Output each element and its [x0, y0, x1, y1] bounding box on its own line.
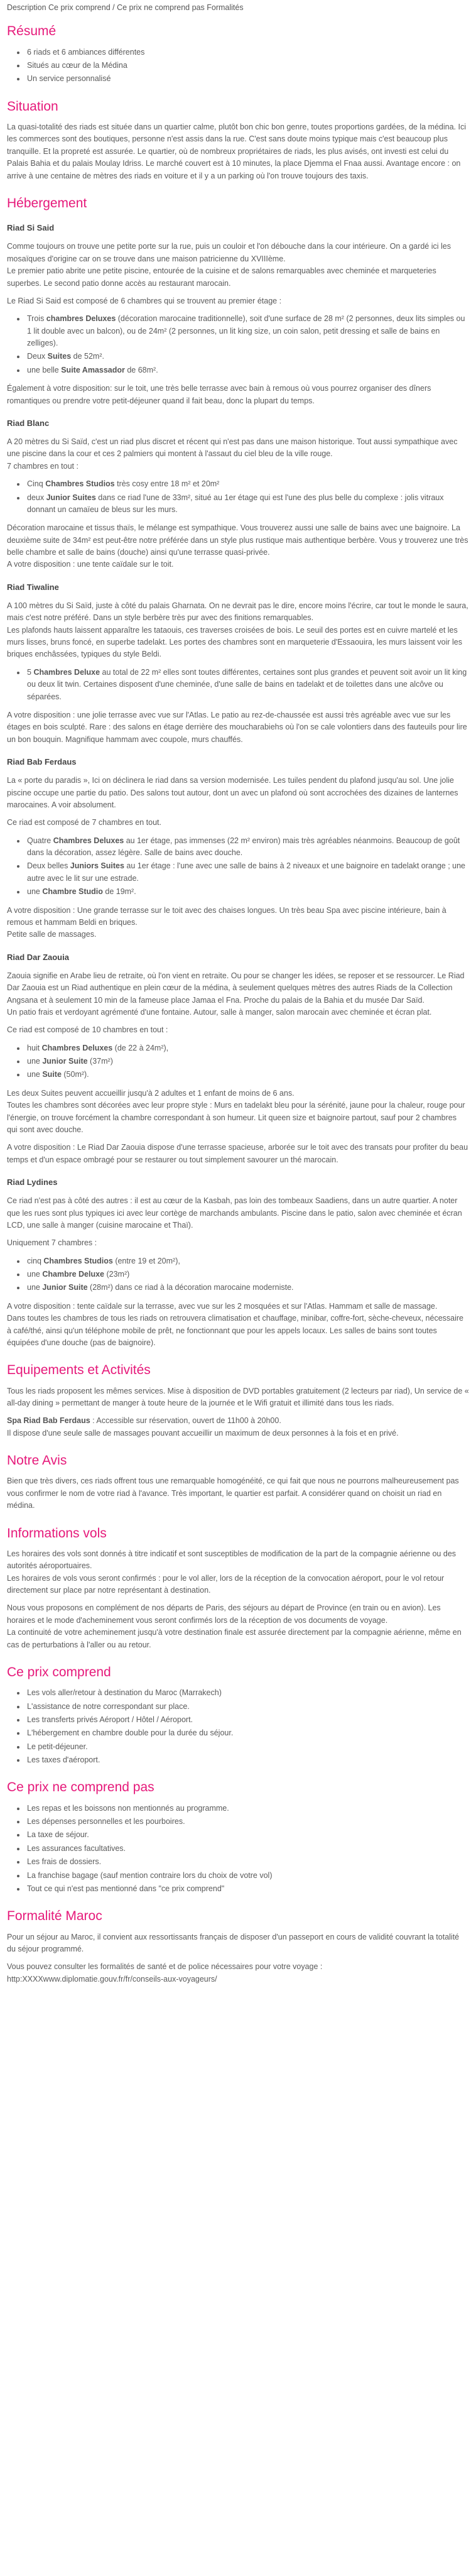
list-item: • La franchise bagage (sauf mention contraire lors du choix de votre vol): [26, 1870, 469, 1882]
list-item: • une Suite (50m²).: [26, 1069, 469, 1081]
list-item: • 5 Chambres Deluxe au total de 22 m² elles sont toutes différentes, certaines sont plus grandes et peuvent soit avoir un lit king ou deux lit twin. Certaines disposent d'une cheminée, d'une salle de bains en tadelakt et de toilettes dans une alcôve ou séparées.: [26, 667, 469, 703]
informations-title: Informations vols: [7, 1525, 107, 1541]
tab-separator: /: [110, 3, 117, 12]
list-item: • Tout ce qui n'est pas mentionné dans "ce prix comprend": [26, 1883, 469, 1895]
paragraph: Tous les riads proposent les mêmes services. Mise à disposition de DVD portables gratuitement (2 lecteurs par riad), Un service de « all-day dining » permettant de manger à toute heure de la journée et le Wifi gratuit et illimité dans tous les riads.: [7, 1386, 469, 1408]
list-item: • Les assurances facultatives.: [26, 1843, 469, 1855]
list-item: • huit Chambres Deluxes (de 22 à 24m²),: [26, 1042, 469, 1054]
list-item: • Les transferts privés Aéroport / Hôtel / Aéroport.: [26, 1714, 469, 1726]
list-item: • L'hébergement en chambre double pour la durée du séjour.: [26, 1727, 469, 1739]
list-item: • Le petit-déjeuner.: [26, 1741, 469, 1753]
paragraph: A votre disposition : tente caïdale sur la terrasse, avec vue sur les 2 mosquées et sur l'Atlas. Hammam et salle de massage. Dans toutes les chambres de tous les riads on retrouvera climatisation et chauffage, minibar, coffre-fort, sèche-cheveux, nécessaire à café/thé, ainsi qu'un téléphone mobile de prêt, ne fonctionnant que pour les appels locaux. Les salles de bains sont toutes équipées d'une douche (pas de baignoire).: [7, 1301, 463, 1347]
hebergement-title: Hébergement: [7, 195, 87, 210]
paragraph: Uniquement 7 chambres :: [7, 1238, 97, 1248]
list-item: • deux Junior Suites dans ce riad l'une de 33m², situé au 1er étage qui est l'une des plus belle du complexe : jolis vitraux donnant un camaïeu de bleus sur les murs.: [26, 492, 469, 516]
paragraph: Zaouia signifie en Arabe lieu de retraite, où l'on vient en retraite. Ou pour se changer les idées, se reposer et se ressourcer. Le Riad Dar Zaouia est un Riad authentique en plein cœur de la médina, à seulement quelques mètres des autres Riads de la Collection Angsana et à seulement 10 min de la fameuse place Jamaa el Fna. Proche du palais de la Bahia et du musée Dar Saïd. Un patio frais et verdoyant agrémenté d'une fontaine. Autour, salle à manger, salon marocain avec cheminée et écran plat.: [7, 971, 465, 1017]
list-item: • La taxe de séjour.: [26, 1829, 469, 1841]
formalite-title: Formalité Maroc: [7, 1909, 102, 1924]
list-item: • L'assistance de notre correspondant sur place.: [26, 1701, 469, 1713]
notre-avis-title: Notre Avis: [7, 1453, 67, 1468]
room-list: [7, 478, 469, 516]
list-item: • une Junior Suite (28m²) dans ce riad à la décoration marocaine moderniste.: [26, 1282, 469, 1294]
paragraph: Ce riad est composé de 7 chambres en tout.: [7, 818, 161, 827]
paragraph: Comme toujours on trouve une petite porte sur la rue, puis un couloir et l'on débouche dans la cour intérieure. On a gardé ici les mosaïques d'origine car on se trouve dans une maison patricienne du XVIIIème. Le premier patio abrite une petite piscine, entourée de la cuisine et de salons remarquables avec cheminée et marqueteries superbes. Le second patio donne accès au restaurant marocain.: [7, 242, 451, 288]
equipements-section: [7, 1362, 469, 1439]
exclus-list: [7, 1803, 469, 1896]
paragraph: Également à votre disposition: sur le toit, une très belle terrasse avec bain à remous où vous pourrez organiser des dîners romantiques ou prendre votre petit-déjeuner quand il fait beau, donc la plupart du temps.: [7, 384, 431, 405]
notre-avis-section: [7, 1452, 469, 1512]
diplomatie-link[interactable]: http:XXXXwww.diplomatie.gouv.fr/fr/conseils-aux-voyageurs/: [7, 1974, 217, 1984]
tab-inclus[interactable]: Ce prix comprend: [48, 3, 111, 12]
list-item: • Cinq Chambres Studios très cosy entre 18 m² et 20m²: [26, 478, 469, 490]
paragraph: Ce riad est composé de 10 chambres en tout :: [7, 1025, 168, 1035]
paragraph: A votre disposition : Le Riad Dar Zaouia dispose d'une terrasse spacieuse, arborée sur le toit avec des transats pour profiter du beau temps et d'un espace ombragé pour se restaurer ou tout simplement savourer un thé marocain.: [7, 1143, 468, 1164]
paragraph: A 20 mètres du Si Saïd, c'est un riad plus discret et récent qui n'est pas dans une maison historique. Tout aussi sympathique avec une piscine dans la cour et ces 2 palmiers qui montent à l'assaut du ciel bleu de la ville rouge. 7 chambres en tout :: [7, 437, 458, 471]
formalite-section: [7, 1907, 469, 1985]
list-item: • Un service personnalisé: [26, 73, 469, 85]
list-item: • une Chambre Deluxe (23m²): [26, 1269, 469, 1280]
list-item: • cinq Chambres Studios (entre 19 et 20m²),: [26, 1255, 469, 1267]
informations-section: [7, 1525, 469, 1651]
riad-lydines-title: Riad Lydines: [7, 1177, 58, 1187]
ne-comprend-pas-section: [7, 1779, 469, 1895]
room-list: [7, 835, 469, 898]
list-item: • Les taxes d'aéroport.: [26, 1754, 469, 1766]
list-item: • Trois chambres Deluxes (décoration marocaine traditionnelle), soit d'une surface de 28 m² (2 personnes, deux lits simples ou 1 lit double avec un balcon), ou de 24m² (2 personnes, un lit king size, un coin salon, petit dressing et salle de bains en zelliges).: [26, 313, 469, 349]
list-item: • Les frais de dossiers.: [26, 1856, 469, 1868]
riad-si-said-title: Riad Si Said: [7, 223, 55, 233]
tab-bar: [7, 0, 469, 14]
tab-description[interactable]: Description: [7, 3, 46, 12]
paragraph: Spa Riad Bab Ferdaus : Accessible sur réservation, ouvert de 11h00 à 20h00. Il dispose d'une seule salle de massages pouvant accueillir un maximum de deux personnes à la fois et en privé.: [7, 1416, 399, 1438]
list-item: • Les repas et les boissons non mentionnés au programme.: [26, 1803, 469, 1815]
room-list: [7, 313, 469, 376]
room-list: [7, 1255, 469, 1294]
riad-blanc-title: Riad Blanc: [7, 418, 50, 428]
paragraph: Le Riad Si Said est composé de 6 chambres qui se trouvent au premier étage :: [7, 296, 282, 305]
list-item: • Deux Suites de 52m².: [26, 351, 469, 363]
ce-prix-comprend-title: Ce prix comprend: [7, 1664, 111, 1679]
inclus-list: [7, 1687, 469, 1766]
riad-dar-zaouia-title: Riad Dar Zaouia: [7, 952, 69, 962]
list-item: • Les dépenses personnelles et les pourboires.: [26, 1816, 469, 1828]
paragraph: Les deux Suites peuvent accueillir jusqu'à 2 adultes et 1 enfant de moins de 6 ans. Toutes les chambres sont décorées avec leur propre style : Murs en tadelakt bleu pour la sérénité, jaune pour la chaleur, rouge pour l'énergie, on trouve forcément la chambre correspondant à son humeur. Lit queen size et baignoire partout, sauf pour 2 chambres qui sont avec douche.: [7, 1088, 465, 1134]
riad-tiwaline-title: Riad Tiwaline: [7, 582, 59, 592]
list-item: • Quatre Chambres Deluxes au 1er étage, pas immenses (22 m² environ) mais très agréables néanmoins. Beaucoup de goût dans la décoration, assez légère. Salle de bains avec douche.: [26, 835, 469, 860]
hebergement-section: [7, 195, 469, 1349]
resume-section: [7, 23, 469, 85]
paragraph: A votre disposition : une jolie terrasse avec vue sur l'Atlas. Le patio au rez-de-chaussée est aussi très agréable avec vue sur les étages en bois sculpté. Rare : des salons en étage derrière des moucharabiehs où l'on se cale volontiers dans des fauteuils pour lire un bon bouquin. Magnifique hammam avec coupole, murs chauffés.: [7, 710, 467, 744]
list-item: • Deux belles Juniors Suites au 1er étage : l'une avec une salle de bains à 2 niveaux et une baignoire en tadelakt orange ; une autre avec le lit sur une estrade.: [26, 860, 469, 885]
riad-bab-ferdaus-title: Riad Bab Ferdaus: [7, 757, 77, 767]
paragraph: Les horaires des vols sont donnés à titre indicatif et sont susceptibles de modification de la part de la compagnie aérienne ou des autorités aéroportuaires. Les horaires de vols vous seront confirmés : pour le vol aller, lors de la réception de la convocation aéroport, pour le vol retour directement sur place par notre représentant à destination.: [7, 1549, 457, 1595]
situation-title: Situation: [7, 99, 58, 114]
tab-exclus[interactable]: Ce prix ne comprend pas: [117, 3, 205, 12]
list-item: • une Chambre Studio de 19m².: [26, 886, 469, 898]
situation-text: La quasi-totalité des riads est située dans un quartier calme, plutôt bon chic bon genre, toutes proportions gardées, de la médina. Ici les commerces sont des boutiques, personne n'est assis dans la rue. C'est sans doute moins typique mais c'est beaucoup plus tranquille. Et la propreté est assurée. Le quartier, où de nombreux propriétaires de riads, les plus avisés, ont investi est celui du Palais Bahia et du palais Moulay Idriss. Le marché couvert est à 10 minutes, la place Djemma el Fnaa aussi. Avantage encore : on arrive à une centaine de mètres des riads en voiture et il y a un parking où l'on trouve toujours des taxis.: [7, 123, 466, 180]
paragraph: Vous pouvez consulter les formalités de santé et de police nécessaires pour votre voyage : http:XXXXwww.diplomatie.gouv.fr/fr/conseils-aux-voyageurs/: [7, 1962, 323, 1984]
equipements-title: Equipements et Activités: [7, 1363, 151, 1378]
list-item: • Situés au cœur de la Médina: [26, 60, 469, 72]
paragraph: La « porte du paradis », Ici on déclinera le riad dans sa version modernisée. Les tuiles pendent du plafond jusqu'au sol. Une jolie piscine occupe une partie du patio. Des salons tout autour, dont un avec un plafond où sont accrochées des dizaines de lanternes marocaines. A voir absolument.: [7, 776, 458, 809]
paragraph: Bien que très divers, ces riads offrent tous une remarquable homogénéité, ce qui fait que nous ne pourrons malheureusement pas vous confirmer le nom de votre riad à l'avance. Très important, le quartier est parfait. A considérer quand on choisit un riad en médina.: [7, 1476, 459, 1510]
room-list: [7, 1042, 469, 1081]
list-item: • une belle Suite Amassador de 68m².: [26, 364, 469, 376]
resume-title: Résumé: [7, 24, 57, 39]
paragraph: Nous vous proposons en complément de nos départs de Paris, des séjours au départ de Province (en train ou en avion). Les horaires et le mode d'acheminement vous seront confirmés lors de la réception de vos documents de voyage. La continuité de votre acheminement jusqu'à votre destination finale est assurée directement par la compagnie aérienne, même en cas de perturbations à l'aller ou au retour.: [7, 1603, 462, 1649]
ne-comprend-pas-title: Ce prix ne comprend pas: [7, 1780, 154, 1795]
ce-prix-comprend-section: [7, 1664, 469, 1767]
list-item: • Les vols aller/retour à destination du Maroc (Marrakech): [26, 1687, 469, 1699]
situation-section: [7, 98, 469, 182]
paragraph: Pour un séjour au Maroc, il convient aux ressortissants français de disposer d'un passeport en cours de validité couvrant la totalité du séjour programmé.: [7, 1932, 460, 1954]
list-item: • 6 riads et 6 ambiances différentes: [26, 46, 469, 58]
list-item: • une Junior Suite (37m²): [26, 1056, 469, 1067]
paragraph: A votre disposition : Une grande terrasse sur le toit avec des chaises longues. Un très beau Spa avec piscine intérieure, bain à remous et hammam Beldi en briques. Petite salle de massages.: [7, 905, 446, 939]
paragraph: Ce riad n'est pas à côté des autres : il est au cœur de la Kasbah, pas loin des tombeaux Saadiens, dans un autre quartier. A noter que les rues sont plus typiques ici avec leur cortège de marchands ambulants. Piscine dans le patio, salon avec cheminée et écran LCD, une salle à manger (cuisine marocaine et Thaï).: [7, 1196, 462, 1230]
paragraph: A 100 mètres du Si Saïd, juste à côté du palais Gharnata. On ne devrait pas le dire, encore moins l'écrire, car tout le monde le saura, mais c'est notre préféré. Dans un style berbère très pur avec des finitions remarquables. Les plafonds hauts laissent apparaître les tataouis, ces traverses croisées de bois. Le seuil des portes est en cuivre martelé et les murs lisses, bruns foncé, en superbe tadelakt. Les portes des chambres sont en marqueterie d'Essaouira, les murs laissent voir les briques enchâssées, typiques du style Beldi.: [7, 601, 468, 659]
resume-list: [7, 46, 469, 85]
tab-formalites[interactable]: Formalités: [207, 3, 244, 12]
paragraph: Décoration marocaine et tissus thaïs, le mélange est sympathique. Vous trouverez aussi une salle de bains avec une baignoire. La deuxième suite de 34m² est peut-être notre préférée dans un style plus rustique mais authentique berbère. Vous y trouverez une très belle chambre et salle de bains (douche) ainsi qu'une terrasse quasi-privée. A votre disposition : une tente caïdale sur le toit.: [7, 523, 468, 569]
room-list: [7, 667, 469, 703]
